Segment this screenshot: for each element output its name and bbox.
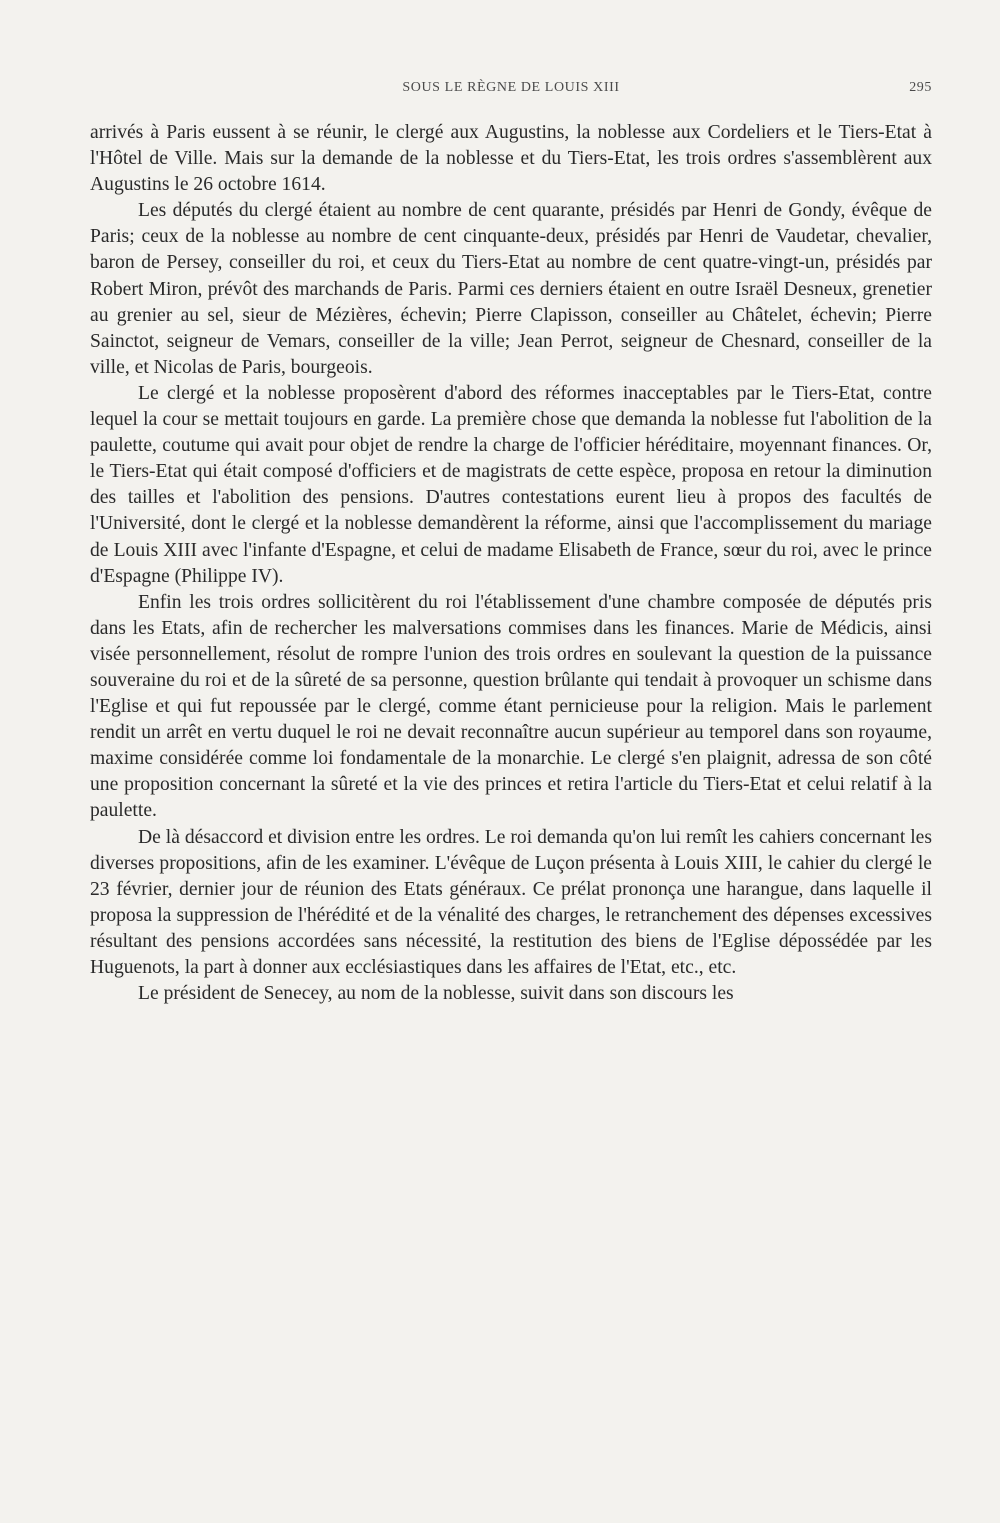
page-number: 295 [909,80,932,95]
running-header [90,80,932,102]
paragraph: arrivés à Paris eussent à se réunir, le clergé aux Augustins, la noblesse aux Cordeliers et le Tiers-Etat à l'Hôtel de Ville. Mais sur la demande de la noblesse et du Tiers-Etat, les trois ordres s'assemblèrent aux Augustins le 26 octobre 1614. [90,122,932,196]
paragraph: Le président de Senecey, au nom de la noblesse, suivit dans son discours les [138,983,734,1005]
paragraph: Les députés du clergé étaient au nombre de cent quarante, présidés par Henri de Gondy, évêque de Paris; ceux de la noblesse au nombre de cent cinquante-deux, présidés par Henri de Vaudetar, chevalier, baron de Persey, conseiller du roi, et ceux du Tiers-Etat au nombre de cent quatre-vingt-un, présidés par Robert Miron, prévôt des marchands de Paris. Parmi ces derniers étaient en outre Israël Desneux, grenetier au grenier au sel, sieur de Mézières, échevin; Pierre Clapisson, conseiller au Châtelet, échevin; Pierre Sainctot, seigneur de Vemars, conseiller de la ville; Jean Perrot, seigneur de Chesnard, conseiller de la ville, et Nicolas de Paris, bourgeois. [90,200,932,378]
running-title: SOUS LE RÈGNE DE LOUIS XIII [402,80,620,95]
body-text [90,120,932,1007]
paragraph: Enfin les trois ordres sollicitèrent du roi l'établissement d'une chambre composée de députés pris dans les Etats, afin de rechercher les malversations commises dans les finances. Marie de Médicis, ainsi visée personnellement, résolut de rompre l'union des trois ordres en soulevant la question de la puissance souveraine du roi et de la sûreté de sa personne, question brûlante qui tendait à provoquer un schisme dans l'Eglise et qui fut repoussée par le clergé, comme étant pernicieuse pour la religion. Mais le parlement rendit un arrêt en vertu duquel le roi ne devait reconnaître aucun supérieur au temporel dans son royaume, maxime considérée comme loi fondamentale de la monarchie. Le clergé s'en plaignit, adressa de son côté une proposition concernant la sûreté et la vie des princes et retira l'article du Tiers-Etat et celui relatif à la paulette. [90,591,932,822]
paragraph: Le clergé et la noblesse proposèrent d'abord des réformes inacceptables par le Tiers-Etat, contre lequel la cour se mettait toujours en garde. La première chose que demanda la noblesse fut l'abolition de la paulette, coutume qui avait pour objet de rendre la charge de l'officier héréditaire, moyennant finances. Or, le Tiers-Etat qui était composé d'officiers et de magistrats de cette espèce, proposa en retour la diminution des tailles et l'abolition des pensions. D'autres contestations eurent lieu à propos des facultés de l'Université, dont le clergé et la noblesse demandèrent la réforme, ainsi que l'accomplissement du mariage de Louis XIII avec l'infante d'Espagne, et celui de madame Elisabeth de France, sœur du roi, avec le prince d'Espagne (Philippe IV). [90,382,932,587]
paragraph: De là désaccord et division entre les ordres. Le roi demanda qu'on lui remît les cahiers concernant les diverses propositions, afin de les examiner. L'évêque de Luçon présenta à Louis XIII, le cahier du clergé le 23 février, dernier jour de réunion des Etats généraux. Ce prélat prononça une harangue, dans laquelle il proposa la suppression de l'hérédité et de la vénalité des charges, le retranchement des dépenses excessives résultant des pensions accordées sans nécessité, la restitution des biens de l'Eglise dépossédée par les Huguenots, la part à donner aux ecclésiastiques dans les affaires de l'Etat, etc., etc. [90,826,932,978]
